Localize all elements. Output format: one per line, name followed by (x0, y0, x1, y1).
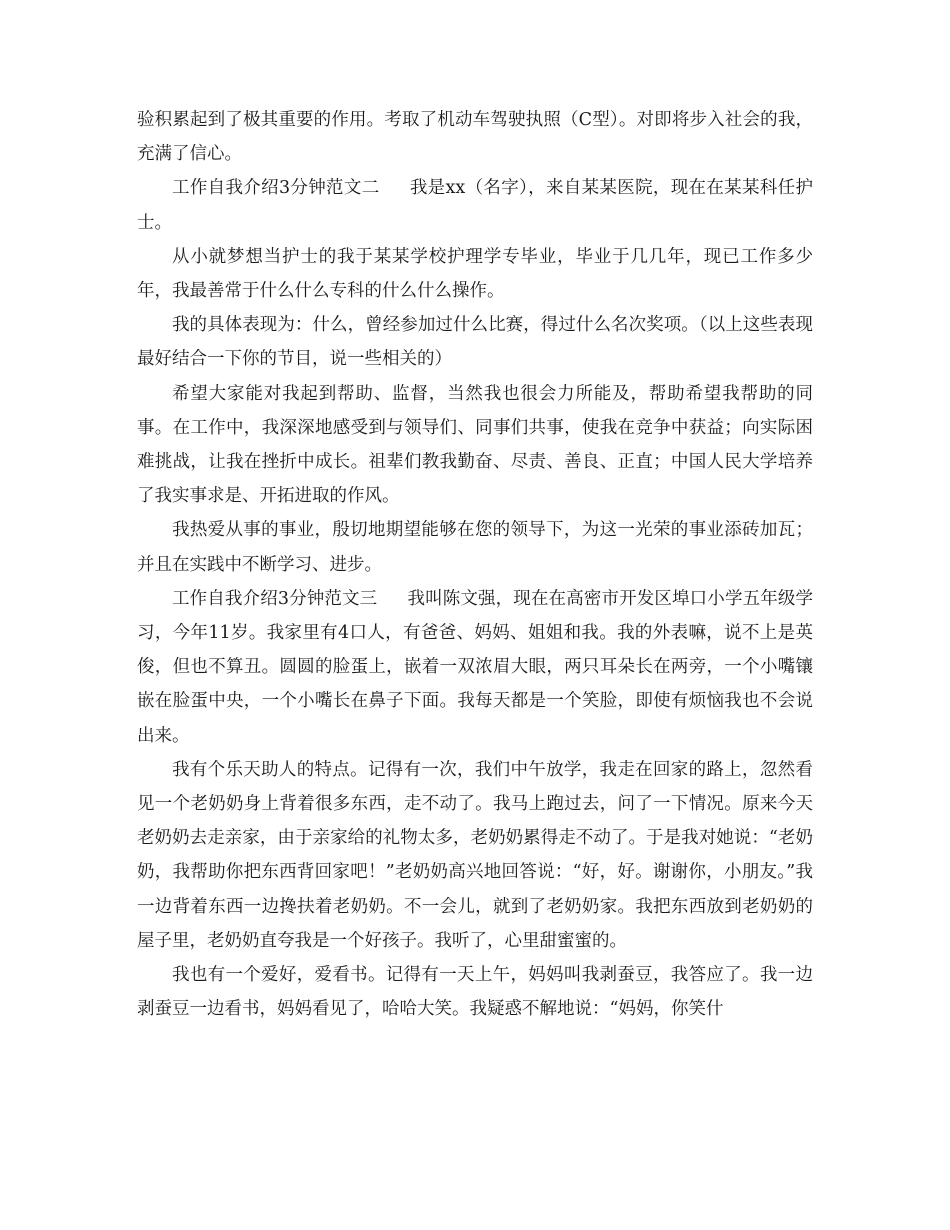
paragraph-5 (137, 377, 813, 514)
paragraph-7 (137, 582, 813, 753)
paragraph-1 (137, 103, 813, 171)
section-heading-3: 工作自我介绍3分钟范文三 (172, 588, 378, 609)
section-heading-2: 工作自我介绍3分钟范文二 (172, 178, 380, 199)
paragraph-9 (137, 958, 813, 1026)
paragraph-1-text: 验积累起到了极其重要的作用。考取了机动车驾驶执照（C型）。对即将步入社会的我，充满了信心。 (137, 110, 813, 165)
paragraph-2-text: 我是xx（名字），来自某某医院，现在在某某科任护士。 (137, 178, 813, 233)
paragraph-4 (137, 308, 813, 376)
paragraph-3 (137, 240, 813, 308)
paragraph-3-text: 从小就梦想当护士的我于某某学校护理学专毕业，毕业于几几年，现已工作多少年，我最善常于什么什么专科的什么什么操作。 (137, 246, 813, 302)
paragraph-8-text: 我有个乐天助人的特点。记得有一次，我们中午放学，我走在回家的路上，忽然看见一个老奶奶身上背着很多东西，走不动了。我马上跑过去，问了一下情况。原来今天老奶奶去走亲家，由于亲家给的礼物太多，老奶奶累得走不动了。于是我对她说：“老奶奶，我帮助你把东西背回家吧！”老奶奶高兴地回答说：“好，好。谢谢你，小朋友。”我一边背着东西一边搀扶着老奶奶。不一会儿，就到了老奶奶家。我把东西放到老奶奶的屋子里，老奶奶直夸我是一个好孩子。我听了，心里甜蜜蜜的。 (137, 759, 813, 951)
paragraph-9-text: 我也有一个爱好，爱看书。记得有一天上午，妈妈叫我剥蚕豆，我答应了。我一边剥蚕豆一边看书，妈妈看见了，哈哈大笑。我疑惑不解地说：“妈妈，你笑什 (137, 965, 813, 1020)
paragraph-2 (137, 171, 813, 239)
paragraph-4-text: 我的具体表现为：什么，曾经参加过什么比赛，得过什么名次奖项。（以上这些表现最好结合一下你的节目，说一些相关的） (137, 315, 813, 370)
paragraph-8 (137, 753, 813, 958)
paragraph-6 (137, 513, 813, 581)
paragraph-7-text: 我叫陈文强，现在在高密市开发区埠口小学五年级学习，今年11岁。我家里有4口人，有爸爸、妈妈、姐姐和我。我的外表嘛，说不上是英俊，但也不算丑。圆圆的脸蛋上，嵌着一双浓眉大眼，两只耳朵长在两旁，一个小嘴镶嵌在脸蛋中央，一个小嘴长在鼻子下面。我每天都是一个笑脸，即使有烦恼我也不会说出来。 (137, 588, 814, 746)
paragraph-5-text: 希望大家能对我起到帮助、监督，当然我也很会力所能及，帮助希望我帮助的同事。在工作中，我深深地感受到与领导们、同事们共事，使我在竞争中获益；向实际困难挑战，让我在挫折中成长。祖辈们教我勤奋、尽责、善良、正直；中国人民大学培养了我实事求是、开拓进取的作风。 (137, 383, 813, 507)
document-page (137, 103, 813, 1026)
paragraph-6-text: 我热爱从事的事业，殷切地期望能够在您的领导下，为这一光荣的事业添砖加瓦；并且在实践中不断学习、进步。 (137, 520, 813, 575)
